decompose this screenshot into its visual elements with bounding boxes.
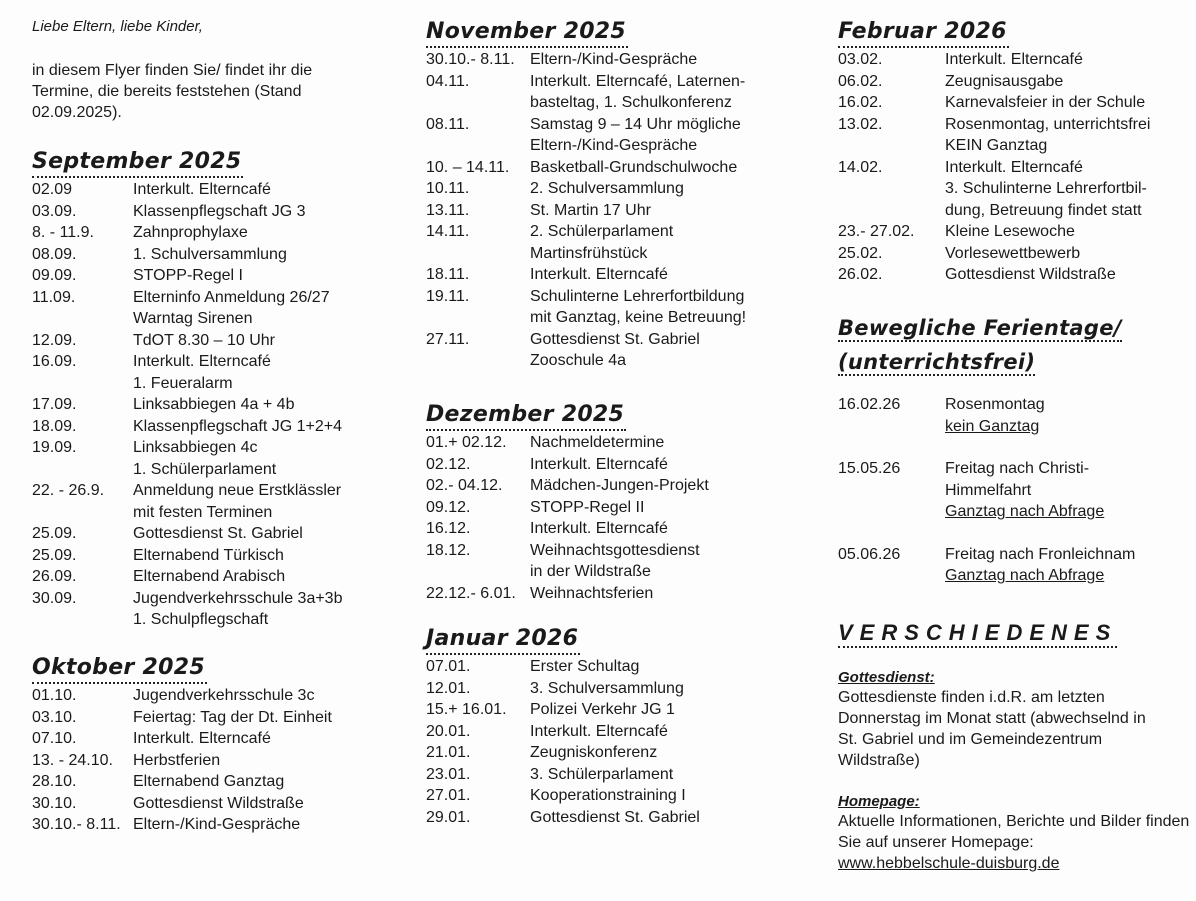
homepage-link[interactable]: www.hebbelschule-duisburg.de: [838, 855, 1060, 872]
event-line: Feiertag: Tag der Dt. Einheit: [133, 708, 332, 726]
event-date: 11.09.: [32, 288, 76, 306]
event-date: 08.11.: [426, 115, 470, 133]
event-row: [32, 566, 342, 588]
event-line: Linksabbiegen 4a + 4b: [133, 396, 295, 413]
event-line: Zeugnisausgabe: [945, 72, 1064, 90]
ferientag-line: Freitag nach Fronleichnam: [945, 545, 1136, 563]
event-line: 1. Schülerparlament: [133, 460, 277, 478]
event-description: [133, 728, 332, 750]
event-row: [426, 764, 700, 786]
event-date: 12.09.: [32, 331, 77, 349]
event-description: [530, 475, 709, 497]
event-description: [530, 518, 709, 540]
event-description: [133, 437, 342, 480]
event-row: [32, 750, 332, 772]
event-date: 09.09.: [32, 267, 77, 284]
event-row: [426, 518, 709, 540]
event-date: 22.12.- 6.01.: [426, 584, 516, 602]
event-row: [32, 244, 342, 266]
event-date: 04.11.: [426, 72, 470, 90]
event-description: [530, 264, 746, 286]
event-row: [426, 221, 746, 264]
event-line: Interkult. Elterncafé: [945, 158, 1083, 176]
event-description: [530, 71, 746, 114]
event-row: [426, 678, 700, 700]
event-line: 3. Schulversammlung: [530, 679, 684, 697]
event-description: [133, 330, 342, 352]
event-line: Weihnachtsgottesdienst: [530, 541, 700, 559]
event-list: [426, 656, 700, 828]
event-line: Eltern-/Kind-Gespräche: [530, 51, 698, 68]
event-description: [133, 793, 332, 815]
event-date: 10. – 14.11.: [426, 158, 510, 176]
event-line: Polizei Verkehr JG 1: [530, 701, 675, 718]
event-row: [32, 685, 332, 707]
event-description: [133, 222, 342, 244]
month-title: Dezember 2025: [426, 403, 626, 431]
event-date: 16.12.: [426, 520, 471, 537]
event-row: [426, 157, 746, 179]
event-line: Gottesdienst St. Gabriel: [530, 330, 700, 348]
event-row: [838, 92, 1150, 114]
event-row: [426, 286, 746, 329]
event-date: 13. - 24.10.: [32, 751, 113, 769]
event-row: [838, 49, 1150, 71]
event-line: 2. Schulversammlung: [530, 180, 684, 197]
event-description: [530, 699, 700, 721]
event-date: 25.02.: [838, 244, 883, 262]
event-description: [945, 243, 1150, 265]
event-date: 10.11.: [426, 180, 470, 197]
event-row: [426, 71, 746, 114]
event-description: [945, 114, 1150, 157]
event-date: 27.11.: [426, 330, 470, 348]
event-date: 01.10.: [32, 687, 77, 704]
event-row: [426, 497, 709, 519]
event-date: 16.09.: [32, 353, 77, 370]
event-line: Basketball-Grundschulwoche: [530, 158, 738, 176]
event-line: Interkult. Elterncafé, Laternen-: [530, 72, 746, 90]
event-line: Interkult. Elterncafé: [133, 730, 271, 747]
event-line: Eltern-/Kind-Gespräche: [530, 137, 698, 154]
intro-text: in diesem Flyer finden Sie/ findet ihr die Termine, die bereits feststehen (Stand 02.09.2025).: [32, 62, 313, 121]
verschiedenes-section: [838, 620, 1188, 874]
event-date: 03.10.: [32, 708, 77, 726]
event-line: basteltag, 1. Schulkonferenz: [530, 94, 732, 111]
event-row: [838, 114, 1150, 157]
event-row: [32, 351, 342, 394]
event-description: [530, 656, 700, 678]
event-row: [838, 221, 1150, 243]
event-row: [838, 264, 1150, 286]
ferientag-line: Freitag nach Christi-: [945, 460, 1090, 477]
event-description: [530, 678, 700, 700]
event-description: [530, 807, 700, 829]
ferientag-description: [945, 458, 1104, 523]
event-line: Elternabend Türkisch: [133, 546, 284, 564]
event-row: [32, 728, 332, 750]
event-date: 30.10.- 8.11.: [426, 51, 515, 68]
event-line: Zahnprophylaxe: [133, 224, 248, 241]
ferientag-row: [838, 394, 1135, 437]
event-date: 07.01.: [426, 658, 471, 675]
event-row: [426, 432, 709, 454]
event-row: [838, 157, 1150, 222]
month-title: November 2025: [426, 20, 628, 48]
event-date: 15.+ 16.01.: [426, 701, 507, 718]
event-date: 25.09.: [32, 525, 77, 542]
event-line: Samstag 9 – 14 Uhr mögliche: [530, 115, 741, 133]
event-date: 03.02.: [838, 51, 883, 68]
event-line: 3. Schülerparlament: [530, 765, 674, 783]
event-line: Martinsfrühstück: [530, 244, 648, 262]
event-row: [32, 222, 342, 244]
event-date: 02.09: [32, 181, 73, 198]
ganztag-note: Ganztag nach Abfrage: [945, 503, 1105, 520]
event-date: 02.- 04.12.: [426, 477, 503, 494]
ferientage-subtitle: (unterrichtsfrei): [838, 350, 1036, 374]
homepage-heading: Homepage:: [838, 793, 920, 810]
event-line: Interkult. Elterncafé: [133, 353, 271, 370]
event-line: Rosenmontag, unterrichtsfrei: [945, 115, 1151, 133]
event-line: 3. Schulinterne Lehrerfortbil-: [945, 180, 1147, 197]
event-line: Erster Schultag: [530, 658, 640, 675]
event-description: [530, 329, 746, 372]
event-list: [426, 432, 709, 604]
event-row: [32, 480, 342, 523]
ferientag-row: [838, 544, 1135, 587]
event-line: STOPP-Regel II: [530, 498, 645, 516]
event-line: Warntag Sirenen: [133, 310, 253, 327]
event-row: [426, 583, 709, 605]
event-description: [530, 764, 700, 786]
event-description: [945, 92, 1150, 114]
event-line: Interkult. Elterncafé: [530, 722, 668, 740]
month-section: [838, 20, 1150, 286]
event-description: [530, 742, 700, 764]
event-date: 12.01.: [426, 679, 471, 697]
event-date: 16.02.: [838, 94, 883, 111]
event-date: 14.11.: [426, 223, 470, 240]
event-description: [133, 416, 342, 438]
event-date: 8. - 11.9.: [32, 224, 94, 241]
event-description: [945, 49, 1150, 71]
event-line: Kooperationstraining I: [530, 787, 686, 804]
event-date: 03.09.: [32, 202, 77, 220]
event-description: [945, 71, 1150, 93]
ganztag-note: kein Ganztag: [945, 417, 1040, 435]
event-description: [530, 432, 709, 454]
event-date: 26.09.: [32, 568, 77, 585]
event-line: Gottesdienst St. Gabriel: [530, 808, 700, 826]
event-line: Klassenpflegschaft JG 1+2+4: [133, 417, 343, 435]
month-section: [426, 627, 700, 828]
event-line: Weihnachtsferien: [530, 584, 654, 602]
event-description: [945, 157, 1150, 222]
month-section: [426, 403, 709, 604]
event-description: [530, 785, 700, 807]
event-row: [32, 588, 342, 631]
event-date: 19.09.: [32, 439, 77, 456]
ferientag-line: Rosenmontag: [945, 396, 1045, 413]
month-section: [426, 20, 746, 372]
event-date: 14.02.: [838, 158, 883, 176]
event-line: 1. Schulpflegschaft: [133, 611, 269, 628]
event-date: 27.01.: [426, 787, 471, 804]
event-line: Klassenpflegschaft JG 3: [133, 202, 306, 220]
event-description: [133, 351, 342, 394]
event-line: St. Martin 17 Uhr: [530, 201, 651, 219]
event-description: [133, 545, 342, 567]
event-row: [32, 523, 342, 545]
ferientag-row: [838, 458, 1135, 523]
event-row: [426, 807, 700, 829]
event-line: Gottesdienst Wildstraße: [133, 794, 304, 812]
event-description: [530, 49, 746, 71]
event-line: mit festen Terminen: [133, 503, 273, 521]
event-description: [530, 114, 746, 157]
event-description: [945, 264, 1150, 286]
intro-greeting: Liebe Eltern, liebe Kinder,: [32, 18, 203, 35]
ferientage-title: Bewegliche Ferientage/: [838, 316, 1122, 340]
event-row: [426, 475, 709, 497]
event-line: KEIN Ganztag: [945, 137, 1048, 154]
event-date: 25.09.: [32, 546, 77, 564]
ferientag-date: 05.06.26: [838, 545, 901, 563]
event-row: [32, 437, 342, 480]
event-description: [133, 685, 332, 707]
event-line: mit Ganztag, keine Betreuung!: [530, 309, 747, 326]
event-line: Jugendverkehrsschule 3c: [133, 687, 315, 704]
event-description: [530, 540, 709, 583]
event-date: 26.02.: [838, 266, 883, 283]
event-date: 18.12.: [426, 541, 471, 559]
event-row: [426, 200, 746, 222]
event-line: Vorlesewettbewerb: [945, 244, 1081, 262]
event-line: Interkult. Elterncafé: [945, 51, 1083, 68]
event-row: [32, 287, 342, 330]
event-line: Interkult. Elterncafé: [530, 266, 668, 283]
event-line: Interkult. Elterncafé: [530, 520, 668, 537]
event-list: [426, 49, 746, 372]
event-description: [133, 287, 342, 330]
event-list: [32, 179, 342, 631]
event-row: [426, 454, 709, 476]
event-row: [426, 721, 700, 743]
event-date: 17.09.: [32, 396, 77, 413]
month-title: Februar 2026: [838, 20, 1009, 48]
event-row: [32, 416, 342, 438]
event-description: [133, 480, 342, 523]
event-line: Interkult. Elterncafé: [133, 181, 271, 198]
ferientag-description: [945, 544, 1135, 587]
event-line: Gottesdienst St. Gabriel: [133, 525, 303, 542]
event-row: [426, 114, 746, 157]
event-date: 18.09.: [32, 417, 77, 435]
event-description: [133, 244, 342, 266]
event-row: [838, 71, 1150, 93]
event-row: [32, 265, 342, 287]
homepage-block: [838, 792, 1188, 874]
event-date: 23.- 27.02.: [838, 223, 915, 240]
event-line: Schulinterne Lehrerfortbildung: [530, 287, 745, 305]
event-row: [32, 394, 342, 416]
event-description: [530, 583, 709, 605]
event-description: [530, 454, 709, 476]
ganztag-note: Ganztag nach Abfrage: [945, 567, 1105, 584]
event-description: [133, 201, 342, 223]
event-row: [32, 179, 342, 201]
event-description: [133, 814, 332, 836]
event-line: Linksabbiegen 4c: [133, 439, 258, 456]
event-date: 29.01.: [426, 808, 471, 826]
ferientag-description: [945, 394, 1045, 437]
event-description: [133, 588, 342, 631]
event-description: [133, 265, 342, 287]
event-date: 08.09.: [32, 245, 77, 263]
event-date: 30.10.: [32, 794, 77, 812]
verschiedenes-title: VERSCHIEDENES: [838, 620, 1117, 648]
event-date: 23.01.: [426, 765, 471, 783]
event-row: [426, 264, 746, 286]
event-description: [530, 497, 709, 519]
month-title: Januar 2026: [426, 627, 580, 655]
event-description: [530, 178, 746, 200]
event-row: [32, 330, 342, 352]
event-line: Elternabend Ganztag: [133, 773, 285, 790]
event-date: 13.11.: [426, 201, 470, 219]
homepage-text: Aktuelle Informationen, Berichte und Bilder finden Sie auf unserer Homepage:: [838, 813, 1190, 851]
event-date: 09.12.: [426, 498, 471, 516]
event-line: Eltern-/Kind-Gespräche: [133, 816, 301, 833]
event-description: [530, 200, 746, 222]
event-line: Mädchen-Jungen-Projekt: [530, 477, 709, 494]
event-date: 01.+ 02.12.: [426, 434, 507, 451]
event-row: [426, 656, 700, 678]
event-description: [945, 221, 1150, 243]
event-description: [133, 771, 332, 793]
month-section: [32, 656, 332, 836]
month-section: [32, 150, 342, 631]
month-title: September 2025: [32, 150, 243, 178]
event-row: [426, 49, 746, 71]
event-line: 2. Schülerparlament: [530, 223, 674, 240]
event-line: Karnevalsfeier in der Schule: [945, 94, 1146, 111]
event-line: Nachmeldetermine: [530, 434, 665, 451]
event-row: [426, 699, 700, 721]
event-description: [530, 721, 700, 743]
ferientag-line: Himmelfahrt: [945, 481, 1032, 499]
event-line: Herbstferien: [133, 751, 221, 769]
event-row: [32, 201, 342, 223]
ferientag-date: 15.05.26: [838, 460, 901, 477]
event-line: STOPP-Regel I: [133, 267, 243, 284]
event-row: [426, 329, 746, 372]
event-description: [133, 523, 342, 545]
event-line: Interkult. Elterncafé: [530, 455, 668, 473]
event-line: Zeugniskonferenz: [530, 744, 658, 761]
event-list: [838, 49, 1150, 286]
event-line: in der Wildstraße: [530, 563, 651, 580]
event-line: 1. Schulversammlung: [133, 245, 287, 263]
event-date: 21.01.: [426, 744, 471, 761]
event-line: Elternabend Arabisch: [133, 568, 286, 585]
event-date: 13.02.: [838, 115, 883, 133]
event-description: [133, 179, 342, 201]
event-date: 18.11.: [426, 266, 470, 283]
event-line: TdOT 8.30 – 10 Uhr: [133, 331, 275, 349]
event-line: Kleine Lesewoche: [945, 223, 1075, 240]
event-description: [133, 394, 342, 416]
event-description: [530, 157, 746, 179]
event-date: 07.10.: [32, 730, 77, 747]
event-row: [32, 545, 342, 567]
event-date: 30.10.- 8.11.: [32, 816, 121, 833]
event-row: [32, 814, 332, 836]
event-date: 19.11.: [426, 287, 470, 305]
event-date: 02.12.: [426, 455, 471, 473]
event-row: [32, 793, 332, 815]
gottesdienst-block: [838, 668, 1188, 771]
event-date: 22. - 26.9.: [32, 482, 105, 499]
event-line: Anmeldung neue Erstklässler: [133, 482, 342, 499]
event-line: Jugendverkehrsschule 3a+3b: [133, 589, 343, 607]
ferientag-date: 16.02.26: [838, 396, 901, 413]
event-line: 1. Feueralarm: [133, 374, 233, 392]
event-row: [426, 540, 709, 583]
event-date: 06.02.: [838, 72, 883, 90]
event-date: 30.09.: [32, 589, 77, 607]
event-line: Elterninfo Anmeldung 26/27: [133, 288, 330, 306]
event-date: 28.10.: [32, 773, 77, 790]
event-description: [530, 221, 746, 264]
event-line: dung, Betreuung findet statt: [945, 201, 1142, 219]
ferientage-list: [838, 394, 1135, 587]
event-row: [32, 707, 332, 729]
event-line: Gottesdienst Wildstraße: [945, 266, 1116, 283]
event-row: [426, 178, 746, 200]
event-date: 20.01.: [426, 722, 471, 740]
event-description: [133, 707, 332, 729]
event-description: [133, 750, 332, 772]
gottesdienst-text: Gottesdienste finden i.d.R. am letzten Donnerstag im Monat statt (abwechselnd in St. Gabriel und im Gemeindezentrum Wildstraße): [838, 689, 1146, 769]
month-title: Oktober 2025: [32, 656, 207, 684]
event-row: [426, 742, 700, 764]
event-list: [32, 685, 332, 836]
event-row: [32, 771, 332, 793]
event-row: [426, 785, 700, 807]
event-row: [838, 243, 1150, 265]
gottesdienst-heading: Gottesdienst:: [838, 669, 935, 686]
event-line: Zooschule 4a: [530, 352, 627, 369]
event-description: [133, 566, 342, 588]
ferientage-section: [838, 316, 1135, 608]
event-description: [530, 286, 746, 329]
